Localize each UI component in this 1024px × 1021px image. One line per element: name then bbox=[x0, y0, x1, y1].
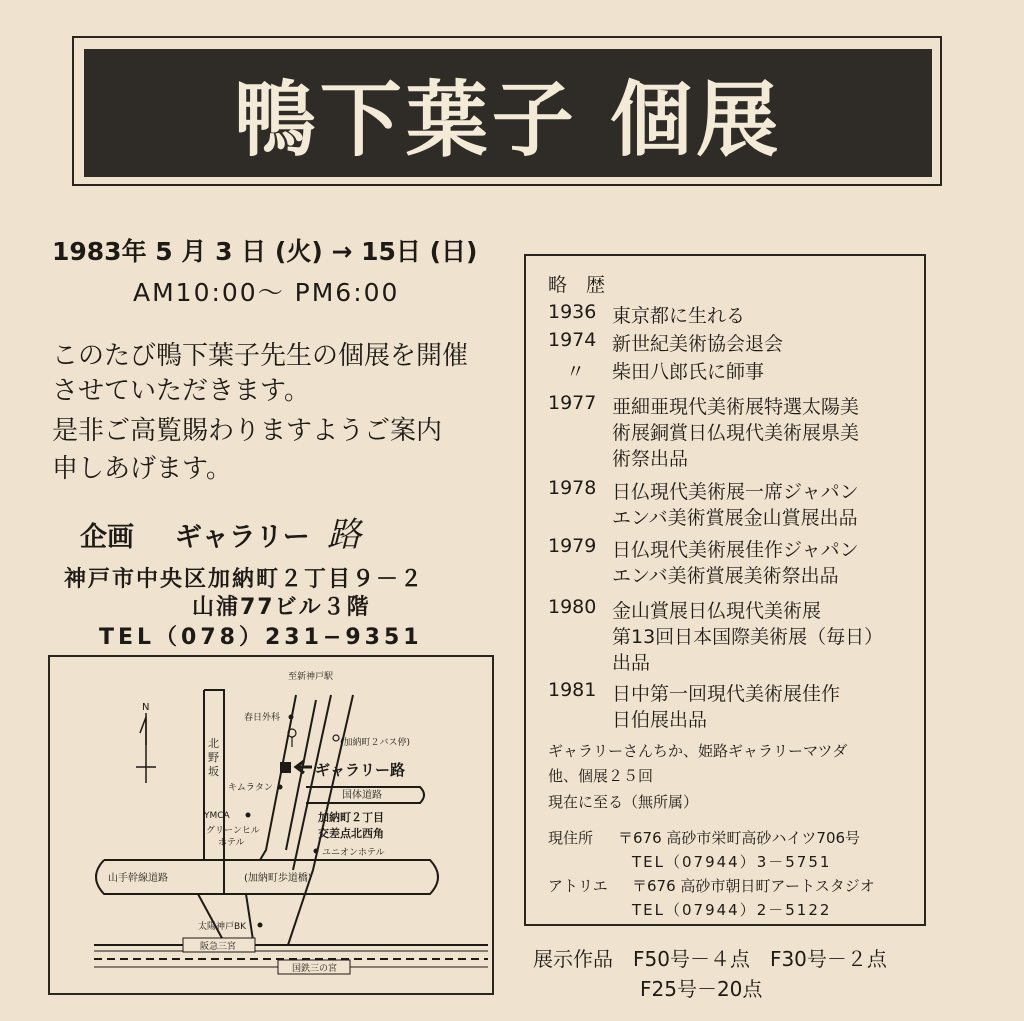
atelier-phone: TEL（07944）2－5122 bbox=[632, 901, 832, 919]
profile-text: 亜細亜現代美術展特選太陽美 bbox=[612, 396, 860, 418]
intro-line: 申しあげます。 bbox=[52, 454, 232, 484]
profile-year: 1979 bbox=[548, 535, 597, 557]
title-banner bbox=[84, 49, 932, 177]
yamate-road-label: 山手幹線道路 bbox=[108, 873, 168, 884]
north-label: N bbox=[142, 702, 150, 713]
exhibition-title: 鴨下葉子 個展 bbox=[233, 71, 783, 168]
profile-text: 第13回日本国際美術展（毎日） bbox=[612, 626, 884, 648]
profile-year: 1978 bbox=[548, 477, 597, 499]
kokutai-road-label: 国体道路 bbox=[342, 790, 382, 801]
intro-line: させていただきます。 bbox=[52, 376, 310, 406]
union-hotel-label: ユニオンホテル bbox=[322, 848, 385, 858]
profile-text: 日仏現代美術展佳作ジャパン bbox=[612, 539, 859, 561]
profile-text: 新世紀美術協会退会 bbox=[612, 333, 784, 355]
profile-heading: 略 歴 bbox=[548, 274, 606, 296]
profile-text: エンバ美術賞展金山賞展出品 bbox=[612, 507, 858, 529]
atelier-label: アトリエ bbox=[548, 877, 608, 895]
profile-text: エンバ美術賞展美術祭出品 bbox=[612, 565, 839, 587]
clinic-label: 春日外科 bbox=[244, 713, 281, 723]
ymca-label: YMCA bbox=[204, 811, 230, 821]
profile-text: 日仏現代美術展一席ジャパン bbox=[612, 481, 859, 503]
profile-text: 出品 bbox=[612, 652, 651, 674]
union-hotel-dot bbox=[314, 849, 319, 854]
profile-note: 他、個展２５回 bbox=[548, 767, 654, 785]
railway bbox=[94, 938, 488, 974]
profile-year: 〃 bbox=[566, 361, 586, 383]
profile-note: ギャラリーさんちか、姫路ギャラリーマツダ bbox=[548, 742, 848, 760]
hankyu-label: 阪急三宮 bbox=[200, 942, 237, 952]
bank-dot bbox=[258, 923, 263, 928]
arrow-left-icon bbox=[296, 761, 312, 773]
exhibited-works: F25号－20点 bbox=[640, 977, 763, 1001]
gallery-signature: 路 bbox=[327, 515, 362, 555]
residence-phone: TEL（07944）3－5751 bbox=[632, 853, 832, 871]
kitano-zaka-road bbox=[204, 690, 224, 895]
kimuratan-dot bbox=[278, 785, 283, 790]
pedestrian-bridge-label: (加納町歩道橋) bbox=[244, 873, 312, 884]
green-hill-label: グリーンヒル bbox=[206, 826, 260, 836]
gallery-marker-icon bbox=[280, 762, 291, 773]
intro-line: 是非ご高覧賜わりますようご案内 bbox=[52, 416, 443, 446]
access-map bbox=[48, 655, 494, 995]
profile-text: 金山賞展日仏現代美術展 bbox=[612, 600, 822, 622]
intersection-label-2: 交差点北西角 bbox=[318, 827, 384, 840]
profile-text: 術展銅賞日仏現代美術展県美 bbox=[612, 422, 860, 444]
bus-stop-icon-2 bbox=[333, 735, 339, 741]
lower-road-2 bbox=[246, 894, 253, 940]
organizer bbox=[80, 507, 361, 556]
address-line: 神戸市中央区加納町２丁目９－２ bbox=[64, 567, 425, 592]
profile-year: 1977 bbox=[548, 392, 597, 414]
profile-year: 1980 bbox=[548, 596, 597, 618]
map-gallery-label: ギャラリー路 bbox=[315, 761, 406, 779]
bus-stop-label: (加納町２バス停) bbox=[340, 738, 411, 748]
green-hill-label-2: ホテル bbox=[218, 838, 245, 848]
organizer-label: 企画 bbox=[80, 522, 134, 553]
profile-text: 東京都に生れる bbox=[612, 305, 746, 327]
atelier-address: 〒676 高砂市朝日町アートスタジオ bbox=[632, 877, 875, 895]
lower-road bbox=[198, 894, 223, 940]
ymca-dot bbox=[246, 813, 251, 818]
profile-year: 1981 bbox=[548, 679, 597, 701]
profile-text: 術祭出品 bbox=[612, 448, 689, 470]
profile-text: 柴田八郎氏に師事 bbox=[612, 361, 765, 383]
profile-text: 日伯展出品 bbox=[612, 709, 708, 731]
profile-note: 現在に至る（無所属） bbox=[548, 793, 699, 811]
profile-year: 1974 bbox=[548, 329, 597, 351]
kitano-zaka-label bbox=[208, 737, 219, 778]
intersection-label: 加納町２丁目 bbox=[318, 811, 384, 824]
bank-label: 太陽神戸BK bbox=[198, 922, 247, 932]
exhibition-hours: AM10:00〜 PM6:00 bbox=[133, 278, 400, 307]
north-arrow-icon bbox=[136, 713, 156, 783]
svg-text:北: 北 bbox=[208, 737, 219, 750]
exhibited-works: 展示作品 F50号－４点 F30号－２点 bbox=[533, 947, 887, 971]
kimuratan-label: キムラタン bbox=[228, 783, 273, 793]
profile-year: 1936 bbox=[548, 301, 597, 323]
gallery-name: ギャラリー bbox=[174, 522, 310, 553]
jnr-label: 国鉄三の宮 bbox=[292, 964, 338, 974]
residence-address: 〒676 高砂市栄町高砂ハイツ706号 bbox=[618, 829, 861, 847]
exhibition-dates: 1983年 5 月 3 日 (火) → 15日 (日) bbox=[52, 237, 478, 266]
svg-text:野: 野 bbox=[208, 751, 219, 764]
address-building: 山浦77ビル３階 bbox=[192, 595, 371, 620]
to-station-label: 至新神戸駅 bbox=[288, 672, 334, 682]
intro-line: このたび鴨下葉子先生の個展を開催 bbox=[52, 341, 469, 371]
profile-text: 日中第一回現代美術展佳作 bbox=[612, 683, 841, 705]
svg-text:坂: 坂 bbox=[208, 765, 219, 778]
residence-label: 現住所 bbox=[548, 829, 594, 847]
gallery-phone: TEL（078）231−9351 bbox=[99, 625, 423, 650]
clinic-dot bbox=[289, 715, 294, 720]
